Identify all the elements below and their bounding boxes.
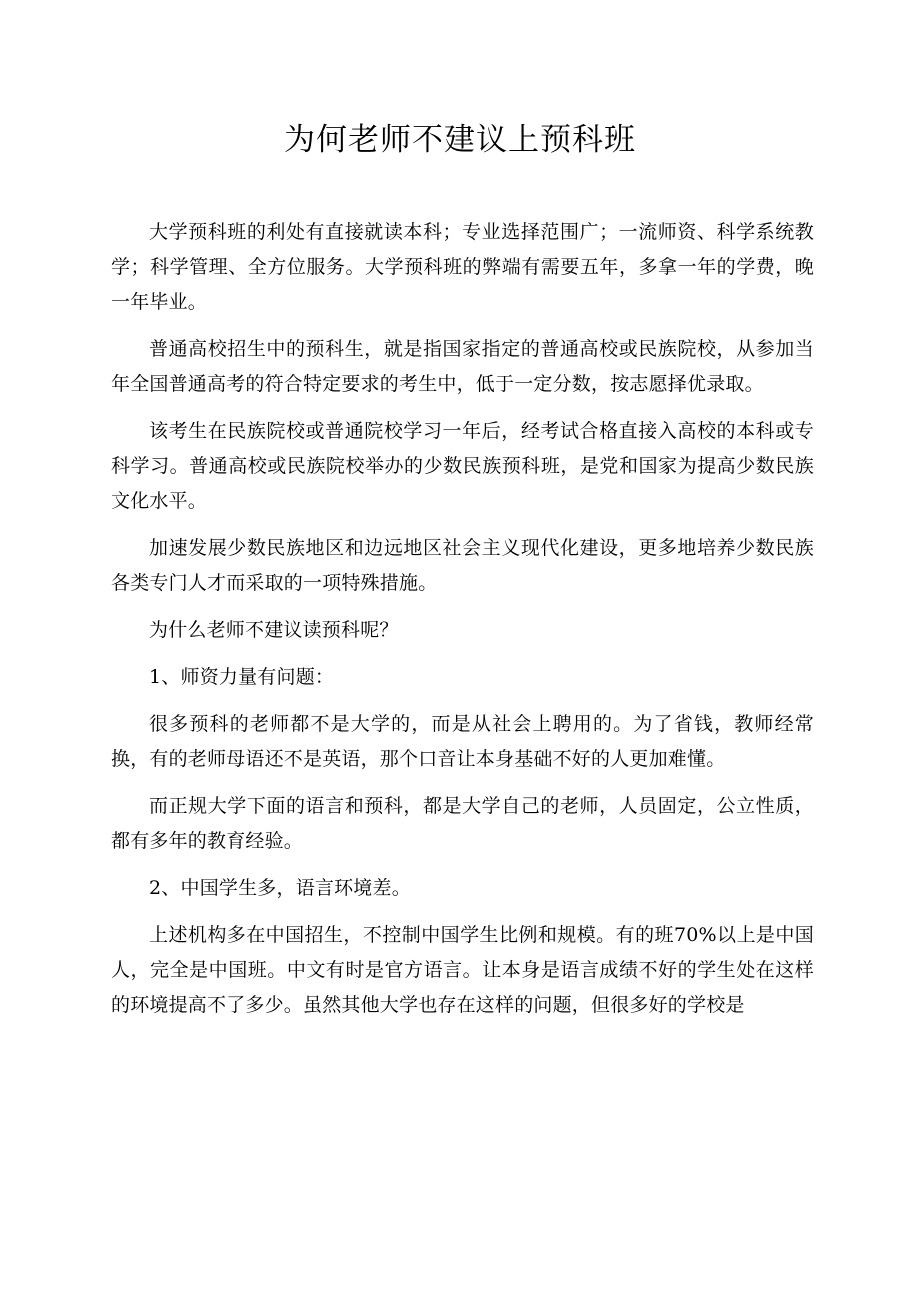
paragraph-4: 加速发展少数民族地区和边远地区社会主义现代化建设，更多地培养少数民族各类专门人才而采取的一项特殊措施。 <box>111 537 814 594</box>
section-heading-2: 2、中国学生多，语言环境差。 <box>149 877 411 899</box>
paragraph-1: 大学预科班的利处有直接就读本科；专业选择范围广；一流师资、科学系统教学；科学管理、全方位服务。大学预科班的弊端有需要五年，多拿一年的学费，晚一年毕业。 <box>111 221 814 313</box>
document-title: 为何老师不建议上预科班 <box>284 122 636 158</box>
paragraph-3: 该考生在民族院校或普通院校学习一年后，经考试合格直接入高校的本科或专科学习。普通高校或民族院校举办的少数民族预科班，是党和国家为提高少数民族文化水平。 <box>111 420 814 512</box>
section-question: 为什么老师不建议读预科呢？ <box>149 619 399 641</box>
section-heading-1: 1、师资力量有问题： <box>149 666 335 688</box>
document-body <box>111 215 814 1035</box>
paragraph-2: 普通高校招生中的预科生，就是指国家指定的普通高校或民族院校，从参加当年全国普通高考的符合特定要求的考生中，低于一定分数，按志愿择优录取。 <box>111 338 814 395</box>
paragraph-6: 而正规大学下面的语言和预科，都是大学自己的老师，人员固定，公立性质，都有多年的教育经验。 <box>111 795 814 852</box>
paragraph-5: 很多预科的老师都不是大学的，而是从社会上聘用的。为了省钱，教师经常换，有的老师母语还不是英语，那个口音让本身基础不好的人更加难懂。 <box>111 713 814 770</box>
paragraph-7: 上述机构多在中国招生，不控制中国学生比例和规模。有的班70%以上是中国人，完全是中国班。中文有时是官方语言。让本身是语言成绩不好的学生处在这样的环境提高不了多少。虽然其他大学也存在这样的问题，但很多好的学校是 <box>111 924 814 1016</box>
